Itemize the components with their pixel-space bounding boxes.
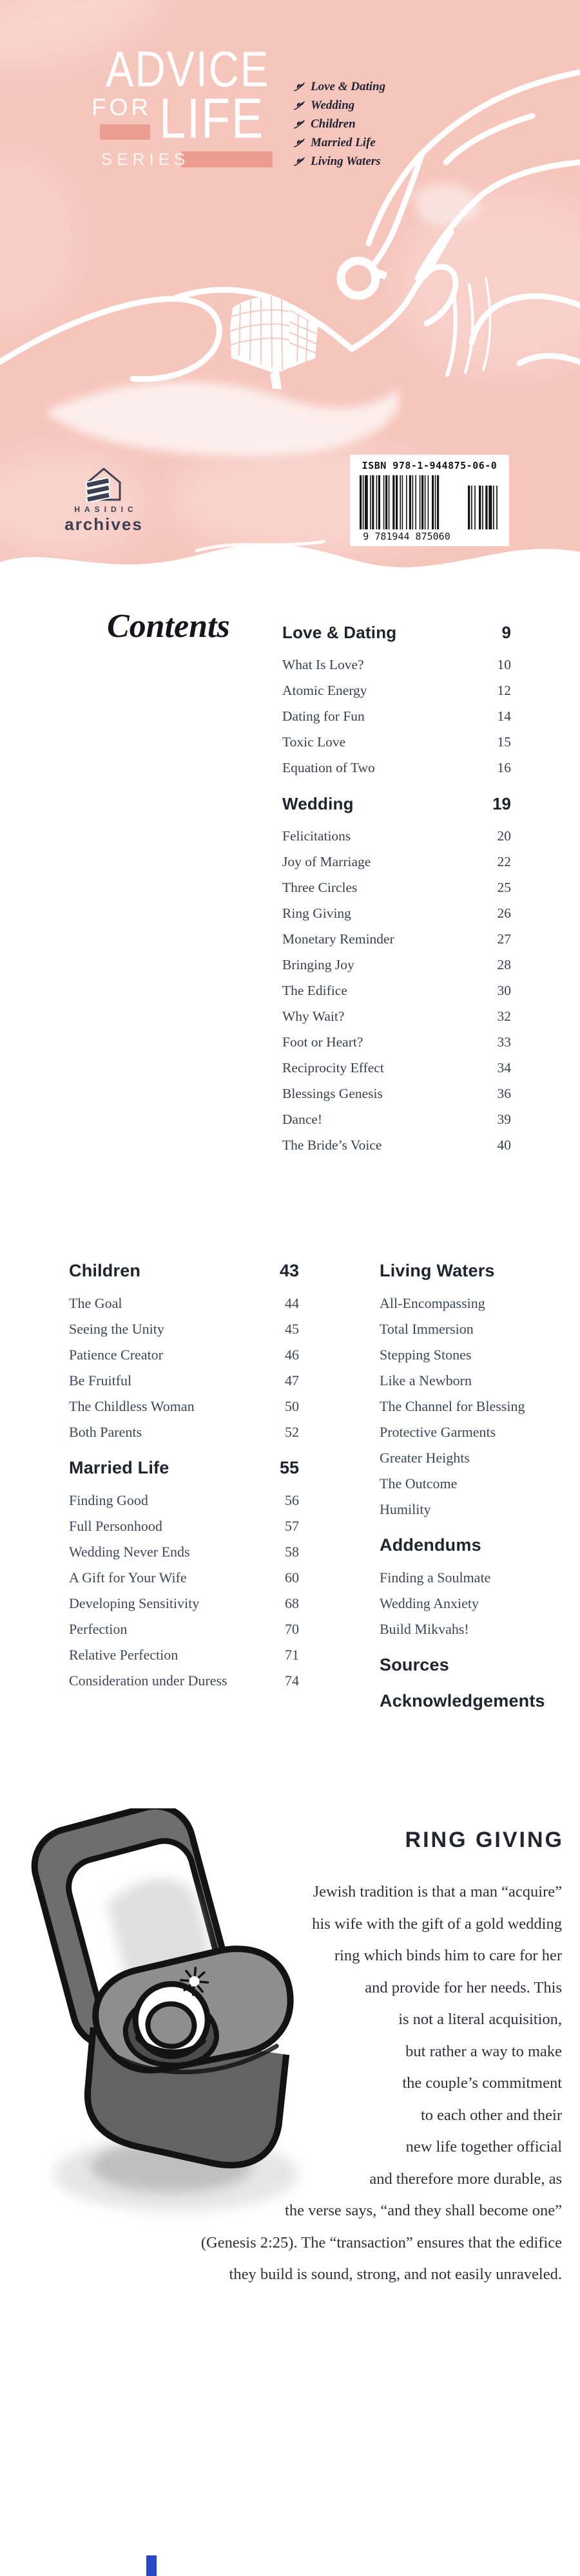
toc-section — [282, 620, 511, 781]
toc-entry — [282, 978, 511, 1003]
toc-entry-page: 39 — [497, 1111, 511, 1127]
toc-entry — [282, 1029, 511, 1055]
toc-entry-title: Humility — [380, 1501, 431, 1517]
toc-entry-title: All-Encompassing — [380, 1295, 485, 1311]
mikvah-building-icon — [230, 296, 318, 389]
toc-entry-title: Toxic Love — [282, 734, 346, 750]
cover-title-for: FOR — [92, 94, 152, 120]
toc-entry-page: 28 — [497, 956, 511, 972]
isbn-number: ISBN 978-1-944875-06-0 — [362, 460, 498, 471]
toc-entry — [69, 1616, 299, 1642]
toc-entry-title: Stepping Stones — [380, 1347, 472, 1363]
toc-entry — [69, 1591, 299, 1616]
toc-entry — [69, 1642, 299, 1668]
body-text-line: but rather a way to make — [405, 2042, 562, 2060]
toc-section-heading — [282, 620, 511, 645]
toc-entry — [282, 652, 511, 677]
toc-entry — [69, 1419, 299, 1445]
toc-entry-title: The Edifice — [282, 982, 347, 998]
toc-entry-title: Foot or Heart? — [282, 1034, 363, 1050]
body-text-line: and provide for her needs. This — [365, 1978, 562, 1996]
toc-entry-title: Full Personhood — [69, 1518, 162, 1534]
toc-entry — [380, 1497, 580, 1522]
toc-entry-page: 57 — [285, 1518, 299, 1534]
toc-section-heading — [380, 1651, 580, 1678]
toc-entry-page: 52 — [285, 1424, 299, 1440]
toc-entry — [380, 1291, 580, 1316]
toc-entries — [380, 1291, 580, 1522]
toc-entry-page: 68 — [285, 1595, 299, 1611]
body-text-line: and therefore more durable, as — [369, 2170, 562, 2188]
toc-entry — [282, 823, 511, 849]
table-of-contents-2-left — [69, 1257, 299, 1694]
body-text-line: to each other and their — [420, 2106, 562, 2124]
toc-entry-title: Reciprocity Effect — [282, 1059, 384, 1075]
toc-entry-title: Developing Sensitivity — [69, 1595, 200, 1611]
toc-entry-title: The Outcome — [380, 1475, 458, 1492]
toc-entry-page: 74 — [285, 1672, 299, 1689]
toc-entry-title: Three Circles — [282, 879, 358, 895]
toc-entry — [69, 1342, 299, 1368]
toc-entry — [282, 1003, 511, 1029]
toc-section-title: Addendums — [380, 1535, 481, 1555]
toc-section-title: Married Life — [69, 1457, 169, 1477]
toc-section-heading — [282, 791, 511, 817]
publisher-name-top: HASIDIC — [74, 505, 138, 514]
topic-label: Children — [311, 117, 356, 131]
toc-entry-page: 47 — [285, 1372, 299, 1388]
toc-entry-title: Why Wait? — [282, 1008, 345, 1024]
toc-entry — [282, 849, 511, 875]
toc-section — [380, 1257, 580, 1522]
toc-entry-page: 50 — [285, 1398, 299, 1414]
toc-entry-title: The Goal — [69, 1295, 122, 1311]
toc-entry — [282, 703, 511, 729]
toc-entry — [69, 1668, 299, 1694]
topic-label: Love & Dating — [311, 79, 386, 93]
toc-entry — [282, 875, 511, 900]
toc-section — [380, 1651, 580, 1678]
toc-entry-page: 70 — [285, 1621, 299, 1637]
toc-entry — [380, 1445, 580, 1471]
toc-entry-page: 44 — [285, 1295, 299, 1311]
leaf-icon — [294, 82, 305, 91]
table-of-contents-1 — [282, 620, 511, 1158]
table-of-contents-2-right — [380, 1257, 580, 1721]
toc-entry-page: 32 — [497, 1008, 511, 1024]
toc-entry-title: Be Fruitful — [69, 1372, 132, 1388]
topic-label: Living Waters — [311, 154, 381, 168]
barcode-addon — [467, 486, 505, 529]
toc-entry-title: Patience Creator — [69, 1347, 163, 1363]
publisher-logo — [62, 465, 146, 535]
toc-entry-title: Felicitations — [282, 828, 351, 844]
topic-item — [294, 96, 385, 115]
toc-entry — [380, 1368, 580, 1394]
toc-entry — [380, 1591, 580, 1616]
toc-entry-title: The Channel for Blessing — [380, 1398, 525, 1414]
body-text-line: (Genesis 2:25). The “transaction” ensures that the edifice — [200, 2233, 562, 2251]
toc-entry-title: The Bride’s Voice — [282, 1137, 382, 1153]
toc-entry-page: 25 — [497, 879, 511, 895]
toc-entry-page: 46 — [285, 1347, 299, 1363]
body-text-line: they build is sound, strong, and not easily unraveled. — [229, 2266, 562, 2283]
leaf-icon — [294, 120, 305, 129]
toc-entry — [282, 677, 511, 703]
toc-entry — [282, 1055, 511, 1081]
toc-entries — [380, 1565, 580, 1642]
toc-entry — [69, 1488, 299, 1513]
book-cover — [0, 0, 580, 583]
barcode — [359, 475, 454, 529]
toc-entry-title: Equation of Two — [282, 759, 375, 775]
toc-section-title: Love & Dating — [282, 622, 397, 642]
cover-topic-list — [294, 77, 385, 171]
topic-label: Wedding — [311, 98, 355, 112]
topic-item — [294, 77, 385, 96]
toc-entry-title: Build Mikvahs! — [380, 1621, 469, 1637]
toc-entry — [380, 1394, 580, 1419]
toc-entry — [380, 1471, 580, 1497]
toc-section-heading — [380, 1257, 580, 1284]
leaf-icon — [294, 157, 305, 166]
topic-item — [294, 115, 385, 133]
topic-item — [294, 152, 385, 171]
toc-entry-title: A Gift for Your Wife — [69, 1569, 187, 1586]
toc-entry — [380, 1342, 580, 1368]
accent-rectangle — [100, 124, 150, 140]
toc-entry — [69, 1539, 299, 1565]
publisher-house-icon — [81, 465, 126, 502]
toc-section-page: 55 — [279, 1457, 299, 1477]
toc-section-heading — [69, 1454, 299, 1481]
toc-entry-page: 45 — [285, 1321, 299, 1337]
toc-entry-page: 58 — [285, 1544, 299, 1560]
toc-section-title: Children — [69, 1260, 141, 1280]
barcode-digits: 9 781944 875060 — [363, 531, 450, 542]
toc-entry-page: 26 — [497, 905, 511, 921]
toc-entries — [69, 1488, 299, 1694]
toc-entry-title: Both Parents — [69, 1424, 142, 1440]
toc-entry — [282, 1081, 511, 1106]
toc-entry-page: 12 — [497, 682, 511, 698]
toc-entry-page: 56 — [285, 1492, 299, 1508]
toc-entry-title: Greater Heights — [380, 1450, 470, 1466]
body-text-line: new life together official — [405, 2138, 562, 2155]
toc-entry — [69, 1394, 299, 1419]
toc-entries — [282, 823, 511, 1158]
toc-entry — [282, 1106, 511, 1132]
cover-series-label: SERIES — [101, 149, 190, 169]
toc-entry-title: Total Immersion — [380, 1321, 474, 1337]
toc-entry — [380, 1616, 580, 1642]
body-text-line: ring which binds him to care for her — [334, 1947, 562, 1964]
toc-entry-title: Perfection — [69, 1621, 128, 1637]
toc-entry — [380, 1316, 580, 1342]
chapter-heading: RING GIVING — [405, 1828, 564, 1852]
contents-heading: Contents — [107, 608, 230, 645]
body-text-line: Jewish tradition is that a man “acquire” — [313, 1883, 562, 1900]
toc-entry-title: Blessings Genesis — [282, 1085, 383, 1101]
body-text-line: his wife with the gift of a gold wedding — [312, 1915, 562, 1933]
toc-section — [380, 1531, 580, 1642]
topic-label: Married Life — [311, 135, 376, 149]
toc-entry — [69, 1565, 299, 1591]
toc-section-page: 19 — [492, 793, 511, 813]
topic-item — [294, 133, 385, 152]
toc-entry-title: Bringing Joy — [282, 956, 354, 972]
toc-entry-page: 27 — [497, 931, 511, 947]
toc-section — [282, 791, 511, 1158]
toc-entry — [380, 1565, 580, 1591]
leaf-icon — [294, 101, 305, 110]
toc-entry — [69, 1316, 299, 1342]
toc-entry-title: Wedding Never Ends — [69, 1544, 190, 1560]
watercolor-wave-edge — [0, 536, 580, 583]
toc-entry-page: 36 — [497, 1085, 511, 1101]
toc-section — [380, 1687, 580, 1714]
toc-section — [69, 1257, 299, 1445]
toc-entry-title: What Is Love? — [282, 656, 364, 672]
toc-entry — [380, 1419, 580, 1445]
toc-section-title: Acknowledgements — [380, 1690, 545, 1710]
toc-section-title: Sources — [380, 1654, 449, 1674]
toc-entry-title: Finding a Soulmate — [380, 1569, 491, 1586]
body-text-line: the couple’s commitment — [402, 2074, 562, 2092]
publisher-name-bottom: archives — [64, 515, 143, 534]
body-text-line: is not a literal acquisition, — [398, 2011, 562, 2028]
toc-section — [69, 1454, 299, 1694]
cover-title-advice: ADVICE — [106, 41, 270, 97]
toc-entry-page: 15 — [497, 734, 511, 750]
toc-entry — [282, 755, 511, 781]
wedding-ring-icon — [341, 261, 387, 296]
toc-entry-title: Protective Garments — [380, 1424, 496, 1440]
chapter-body-text — [0, 1876, 562, 2291]
toc-entries — [282, 652, 511, 781]
toc-entry — [69, 1513, 299, 1539]
accent-rectangle — [181, 151, 273, 167]
toc-entry-page: 71 — [285, 1647, 299, 1663]
leaf-icon — [294, 138, 305, 147]
toc-entry — [282, 900, 511, 926]
toc-section-heading — [69, 1257, 299, 1284]
toc-entry — [282, 952, 511, 978]
print-mark — [146, 2555, 157, 2576]
toc-entry-page: 10 — [497, 656, 511, 672]
toc-entry-title: Ring Giving — [282, 905, 351, 921]
toc-entry — [69, 1368, 299, 1394]
toc-section-heading — [380, 1531, 580, 1558]
toc-section-page: 43 — [279, 1260, 299, 1280]
cover-title-life: LIFE — [159, 86, 264, 150]
toc-entry-title: Like a Newborn — [380, 1372, 472, 1388]
isbn-block — [350, 455, 509, 546]
toc-entry-page: 20 — [497, 828, 511, 844]
toc-section-title: Living Waters — [380, 1260, 495, 1280]
toc-entry-title: The Childless Woman — [69, 1398, 195, 1414]
toc-entry-title: Dating for Fun — [282, 708, 365, 724]
toc-section-title: Wedding — [282, 793, 354, 813]
toc-section-page: 9 — [501, 622, 511, 642]
toc-entries — [69, 1291, 299, 1445]
toc-entry-title: Monetary Reminder — [282, 931, 394, 947]
toc-entry-page: 40 — [497, 1137, 511, 1153]
toc-entry — [282, 926, 511, 952]
toc-section-heading — [380, 1687, 580, 1714]
toc-entry-title: Wedding Anxiety — [380, 1595, 479, 1611]
toc-entry — [69, 1291, 299, 1316]
toc-entry — [282, 1132, 511, 1158]
toc-entry-title: Joy of Marriage — [282, 853, 371, 869]
toc-entry-page: 14 — [497, 708, 511, 724]
toc-entry-title: Finding Good — [69, 1492, 148, 1508]
toc-entry-title: Dance! — [282, 1111, 323, 1127]
toc-entry-title: Seeing the Unity — [69, 1321, 164, 1337]
toc-entry-page: 30 — [497, 982, 511, 998]
toc-entry — [282, 729, 511, 755]
toc-entry-page: 22 — [497, 853, 511, 869]
toc-entry-page: 34 — [497, 1059, 511, 1075]
body-text-line: the verse says, “and they shall become one” — [285, 2202, 562, 2219]
toc-entry-title: Relative Perfection — [69, 1647, 179, 1663]
toc-entry-title: Consideration under Duress — [69, 1672, 227, 1689]
toc-entry-page: 16 — [497, 759, 511, 775]
toc-entry-page: 60 — [285, 1569, 299, 1586]
toc-entry-page: 33 — [497, 1034, 511, 1050]
toc-entry-title: Atomic Energy — [282, 682, 367, 698]
